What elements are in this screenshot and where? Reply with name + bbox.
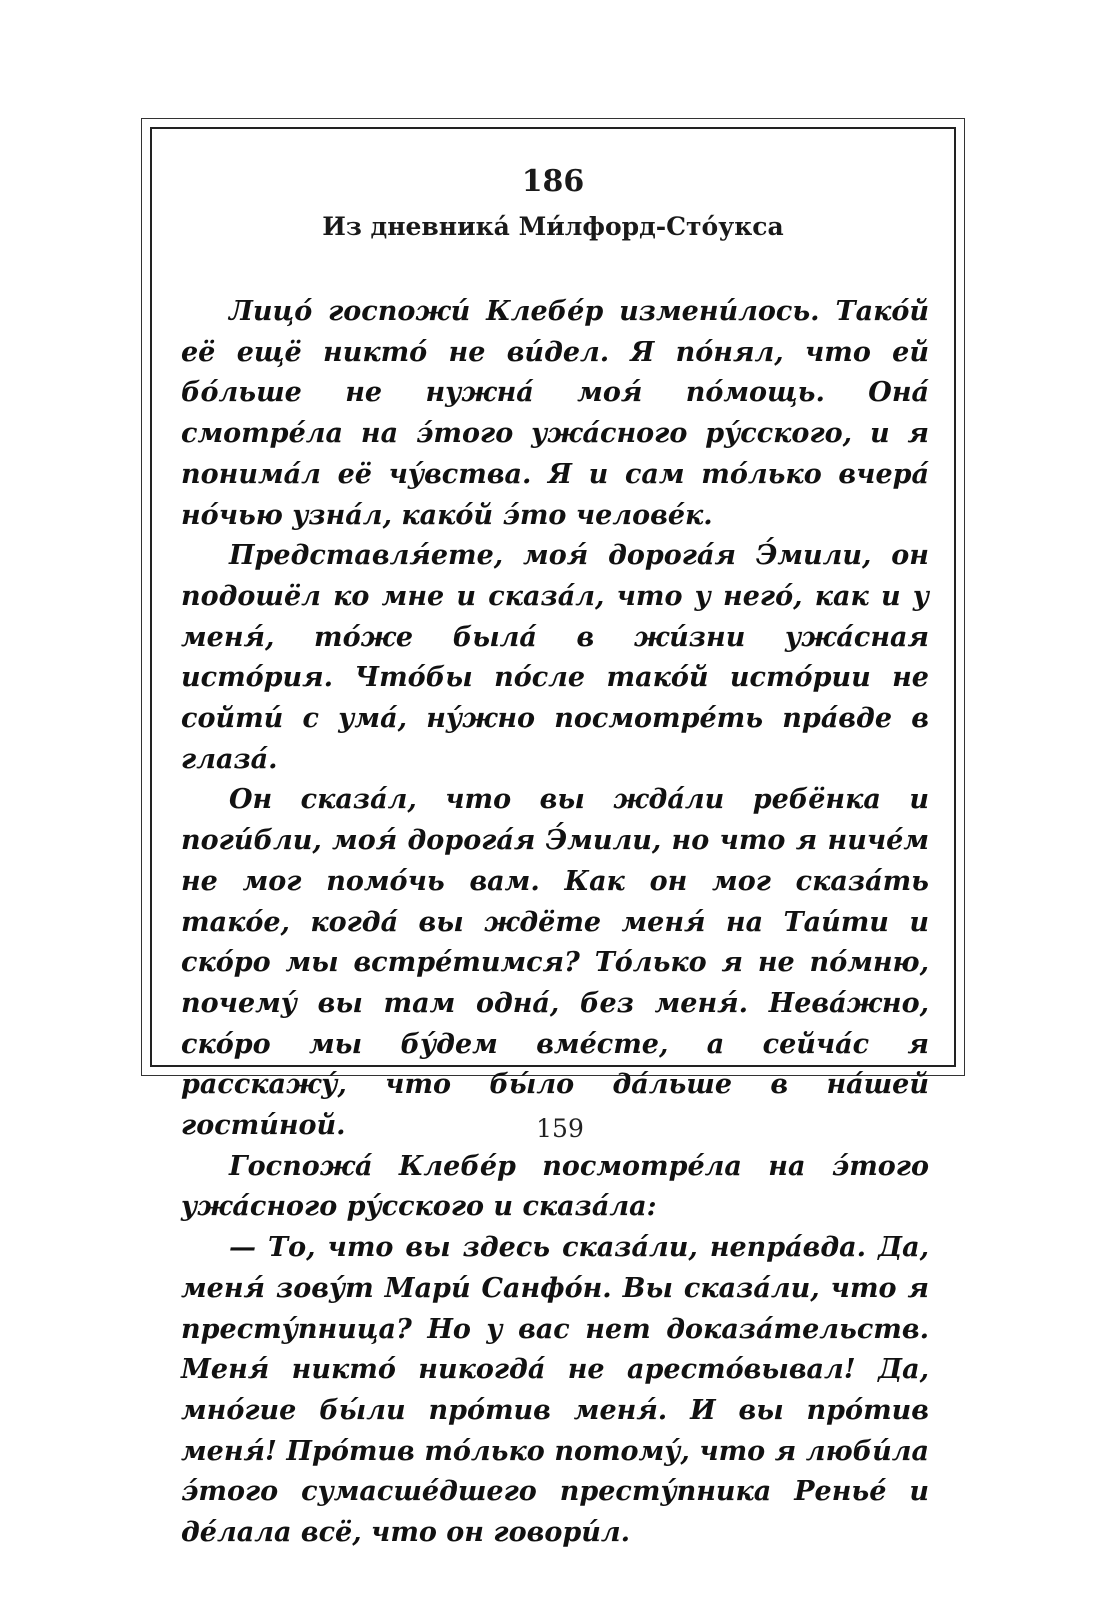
paragraph-4: Госпожа́ Клебе́р посмотре́ла на э́того ужа́сного ру́сского и сказа́ла:	[181, 1150, 929, 1223]
chapter-title: Из дневника́ Ми́лфорд-Сто́укса	[322, 212, 784, 241]
paragraph-2: Представля́ете, моя́ дорога́я Э́мили, он подошёл ко мне и сказа́л, что у него́, как и у меня́, то́же была́ в жи́зни ужа́сная исто́рия. Что́бы по́сле тако́й исто́рии не сойти́ с ума́, ну́жно посмотре́ть пра́вде в глаза́.	[181, 540, 929, 775]
paragraph-1: Лицо́ госпожи́ Клебе́р измени́лось. Тако́й её ещё никто́ не ви́дел. Я по́нял, что ей бо́льше не нужна́ моя́ по́мощь. Она́ смотре́ла на э́того ужа́сного ру́сского, и я понима́л её чу́вства. Я и сам то́лько вчера́ но́чью узна́л, како́й э́то челове́к.	[181, 296, 929, 531]
chapter-number: 186	[521, 164, 585, 199]
chapter-body	[181, 292, 929, 1554]
paragraph-5: — То, что вы здесь сказа́ли, непра́вда. Да, меня́ зову́т Мари́ Санфо́н. Вы сказа́ли, что я престу́пница? Но у вас нет доказа́тельств. Меня́ никто́ никогда́ не аресто́вывал! Да, мно́гие бы́ли про́тив меня́. И вы про́тив меня́! Про́тив то́лько потому́, что я люби́ла э́того сумасше́дшего престу́пника Ренье́ и де́лала всё, что он говори́л.	[181, 1232, 929, 1549]
page-number: 159	[536, 1114, 584, 1143]
paragraph-3: Он сказа́л, что вы жда́ли ребёнка и поги́бли, моя́ дорога́я Э́мили, но что я ниче́м не мог помо́чь вам. Как он мог сказа́ть тако́е, когда́ вы ждёте меня́ на Таи́ти и ско́ро мы встре́тимся? То́лько я не по́мню, почему́ вы там одна́, без меня́. Нева́жно, ско́ро мы бу́дем вме́сте, а сейча́с я расскажу́, что бы́ло да́льше в на́шей гости́ной.	[181, 784, 929, 1142]
